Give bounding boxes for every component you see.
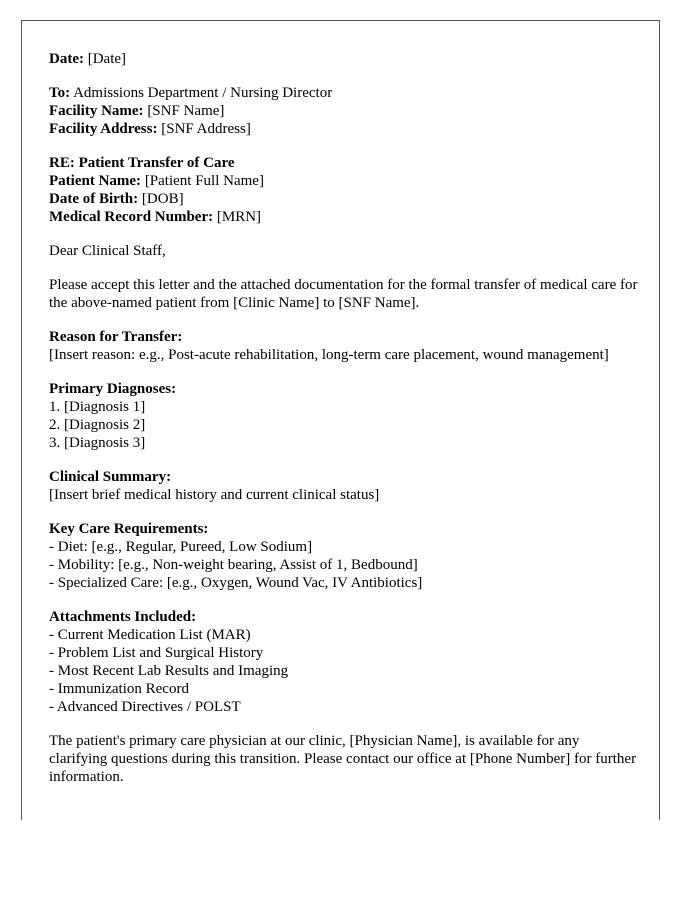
list-item: - Immunization Record — [49, 681, 189, 697]
diagnoses-heading: Primary Diagnoses: — [49, 381, 177, 397]
summary-heading: Clinical Summary: — [49, 469, 172, 485]
diagnoses-section — [49, 380, 639, 452]
attachments-heading: Attachments Included: — [49, 609, 197, 625]
recipient-block — [49, 84, 639, 138]
date-label: Date: — [49, 51, 84, 67]
summary-text: [Insert brief medical history and current clinical status] — [49, 487, 380, 503]
mrn-value: [MRN] — [216, 209, 262, 225]
intro-paragraph: Please accept this letter and the attached documentation for the formal transfer of medical care for the above-named patient from [Clinic Name] to [SNF Name]. — [49, 277, 638, 311]
facility-address-label: Facility Address: — [49, 121, 158, 137]
care-section — [49, 520, 639, 592]
list-item: - Most Recent Lab Results and Imaging — [49, 663, 289, 679]
subject-block — [49, 154, 639, 226]
to-value: Admissions Department / Nursing Director — [73, 85, 333, 101]
list-item: - Problem List and Surgical History — [49, 645, 264, 661]
facility-address-value: [SNF Address] — [161, 121, 251, 137]
list-item: 1. [Diagnosis 1] — [49, 399, 146, 415]
dob-value: [DOB] — [141, 191, 184, 207]
patient-name-label: Patient Name: — [49, 173, 142, 189]
facility-name-label: Facility Name: — [49, 103, 144, 119]
mrn-label: Medical Record Number: — [49, 209, 214, 225]
list-item: - Advanced Directives / POLST — [49, 699, 241, 715]
subject-heading: RE: Patient Transfer of Care — [49, 155, 235, 171]
list-item: 3. [Diagnosis 3] — [49, 435, 146, 451]
date-line — [49, 50, 639, 68]
reason-text: [Insert reason: e.g., Post-acute rehabilitation, long-term care placement, wound management] — [49, 347, 609, 363]
letter-page — [21, 20, 660, 820]
care-heading: Key Care Requirements: — [49, 521, 209, 537]
facility-name-value: [SNF Name] — [147, 103, 225, 119]
to-label: To: — [49, 85, 71, 101]
reason-section — [49, 328, 639, 364]
patient-name-value: [Patient Full Name] — [144, 173, 264, 189]
letter-body — [49, 50, 639, 802]
list-item: 2. [Diagnosis 2] — [49, 417, 146, 433]
list-item: - Current Medication List (MAR) — [49, 627, 251, 643]
closing-paragraph: The patient's primary care physician at our clinic, [Physician Name], is available for any clarifying questions during this transition. Please contact our office at [Phone Number] for further information. — [49, 733, 637, 785]
summary-section — [49, 468, 639, 504]
dob-label: Date of Birth: — [49, 191, 139, 207]
list-item: - Specialized Care: [e.g., Oxygen, Wound Vac, IV Antibiotics] — [49, 575, 423, 591]
salutation: Dear Clinical Staff, — [49, 243, 166, 259]
attachments-section — [49, 608, 639, 716]
list-item: - Mobility: [e.g., Non-weight bearing, Assist of 1, Bedbound] — [49, 557, 418, 573]
reason-heading: Reason for Transfer: — [49, 329, 183, 345]
list-item: - Diet: [e.g., Regular, Pureed, Low Sodium] — [49, 539, 313, 555]
date-value: [Date] — [87, 51, 127, 67]
